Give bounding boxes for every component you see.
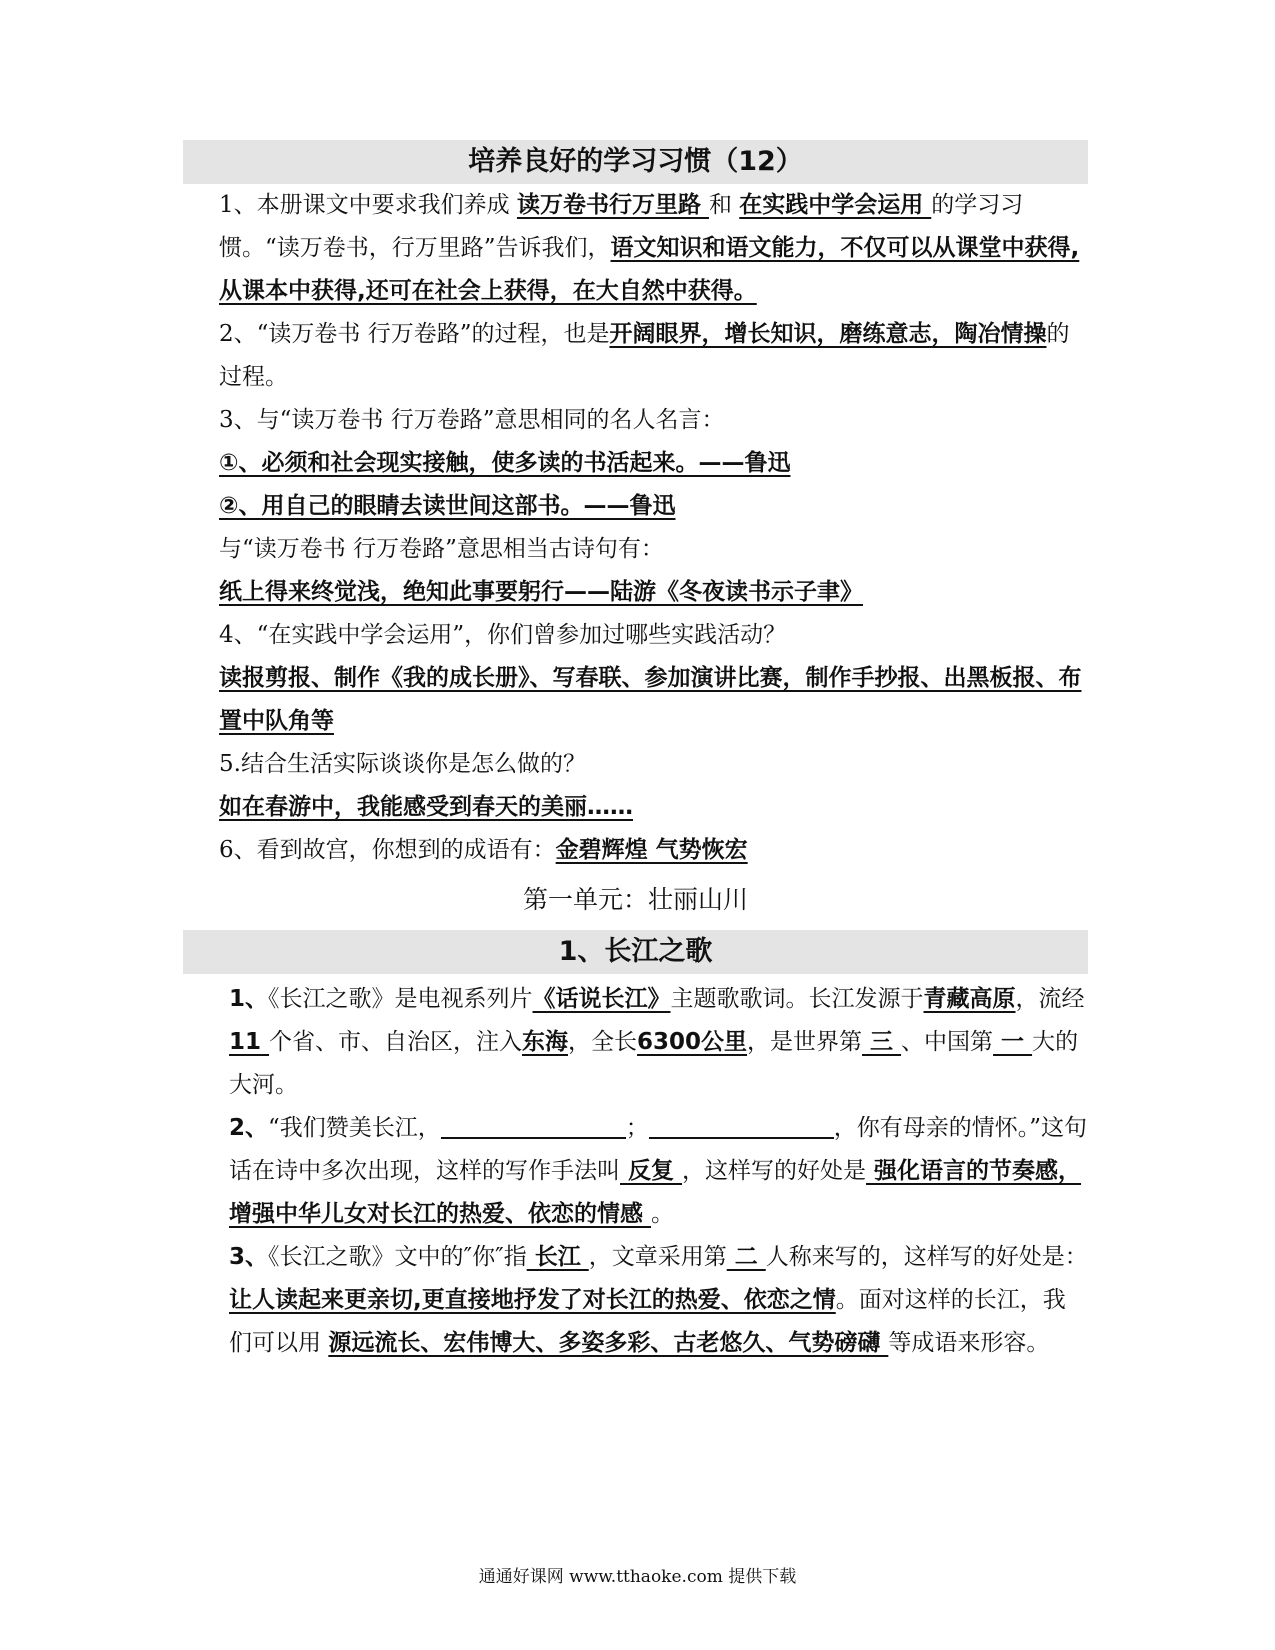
answer: 强化语言的节奏感，增强中华儿女对长江的热爱、依恋的情感 <box>229 1158 1082 1227</box>
text: ，是世界第 <box>747 1029 863 1055</box>
answer-activities: 读报剪报、制作《我的成长册》、写春联、参加演讲比赛，制作手抄报、出黑板报、布置中队角等 <box>219 665 1082 734</box>
text: 、中国第 <box>901 1029 994 1055</box>
quote-luxun-2: ②、用自己的眼睛去读世间这部书。——鲁迅 <box>219 493 676 519</box>
text: ，这样写的好处是 <box>682 1158 867 1184</box>
text: 的学习习惯。“读万卷书，行万里路”告诉我们， <box>219 192 1024 261</box>
paragraph-poem-intro: 与“读万卷书 行万卷路”意思相当古诗句有： <box>219 536 664 562</box>
section-title-yangtze: 1、长江之歌 <box>183 930 1088 974</box>
text: 1、本册课文中要求我们养成 <box>219 192 517 218</box>
answer: 金碧辉煌 气势恢宏 <box>555 837 748 863</box>
text: 人称来写的，这样写的好处是： <box>765 1244 1088 1270</box>
paragraph-yangtze-q1 <box>183 978 1088 1107</box>
text: ，文章采用第 <box>588 1244 727 1270</box>
text: 《长江之歌》文中的″你″指 <box>268 1244 527 1270</box>
answer: 让人读起来更亲切,更直接地抒发了对长江的热爱、依恋之情 <box>229 1287 836 1313</box>
answer: 11 <box>229 1029 270 1055</box>
answer: 在实践中学会运用 <box>739 192 932 218</box>
answer: 语文知识和语文能力，不仅可以从课堂中获得,从课本中获得,还可在社会上获得，在大自然中获得。 <box>219 235 1080 304</box>
answer: 青藏高原 <box>923 986 1016 1012</box>
text: ，流经 <box>1015 986 1085 1012</box>
answer: 反复 <box>620 1158 683 1184</box>
paragraph-q1 <box>183 184 1088 313</box>
text: “我们赞美长江， <box>268 1115 441 1141</box>
answer: 长江 <box>526 1244 589 1270</box>
text: 和 <box>708 192 740 218</box>
text: 大的大河。 <box>229 1029 1079 1098</box>
paragraph-yangtze-q2 <box>183 1107 1088 1236</box>
text: 等成语来形容。 <box>888 1330 1050 1356</box>
paragraph-q5: 5.结合生活实际谈谈你是怎么做的？ <box>219 751 586 777</box>
section-title-habits: 培养良好的学习习惯（12） <box>183 140 1088 184</box>
answer: 东海 <box>522 1029 569 1055</box>
text: 2、“读万卷书 行万卷路”的过程，也是 <box>219 321 610 347</box>
answer: 二 <box>726 1244 766 1270</box>
question-number: 2、 <box>229 1115 269 1141</box>
unit-title: 第一单元：壮丽山川 <box>522 885 748 914</box>
answer: 开阔眼界，增长知识，磨练意志，陶冶情操 <box>609 321 1047 347</box>
fill-blank-1[interactable] <box>441 1113 626 1139</box>
text: ； <box>625 1115 649 1141</box>
text: 个省、市、自治区，注入 <box>269 1029 523 1055</box>
text: ，你有母亲的情怀。”这句话在诗中多次出现，这样的写作手法叫 <box>229 1115 1088 1184</box>
text: 的过程。 <box>219 321 1070 390</box>
answer: 三 <box>862 1029 902 1055</box>
text: ，全长 <box>568 1029 638 1055</box>
paragraph-q6 <box>183 829 1088 872</box>
paragraph-q3: 3、与“读万卷书 行万卷路”意思相同的名人名言： <box>219 407 725 433</box>
fill-blank-2[interactable] <box>649 1113 834 1139</box>
question-number: 3、 <box>229 1244 269 1270</box>
document-page <box>183 140 1088 1365</box>
text: 主题歌歌词。长江发源于 <box>670 986 924 1012</box>
text: 《长江之歌》是电视系列片 <box>268 986 533 1012</box>
poem-lu-you: 纸上得来终觉浅，绝知此事要躬行——陆游《冬夜读书示子聿》 <box>219 579 863 605</box>
question-number: 1、 <box>229 986 269 1012</box>
paragraph-q2 <box>183 313 1088 399</box>
page-footer: 通通好课网 www.tthaoke.com 提供下载 <box>478 1567 797 1587</box>
text: 6、看到故宫，你想到的成语有： <box>219 837 556 863</box>
answer: 6300公里 <box>637 1029 748 1055</box>
answer: 一 <box>993 1029 1033 1055</box>
paragraph-q4: 4、“在实践中学会运用”，你们曾参加过哪些实践活动？ <box>219 622 787 648</box>
answer: 源远流长、宏伟博大、多姿多彩、古老悠久、气势磅礴 <box>328 1330 889 1356</box>
answer-spring: 如在春游中，我能感受到春天的美丽…… <box>219 794 633 820</box>
answer: 读万卷书行万里路 <box>516 192 709 218</box>
paragraph-yangtze-q3 <box>183 1236 1088 1365</box>
answer: 《话说长江》 <box>532 986 671 1012</box>
quote-luxun-1: ①、必须和社会现实接触，使多读的书活起来。——鲁迅 <box>219 450 791 476</box>
text: 。 <box>651 1201 675 1227</box>
text: 。面对这样的长江，我们可以用 <box>229 1287 1066 1356</box>
